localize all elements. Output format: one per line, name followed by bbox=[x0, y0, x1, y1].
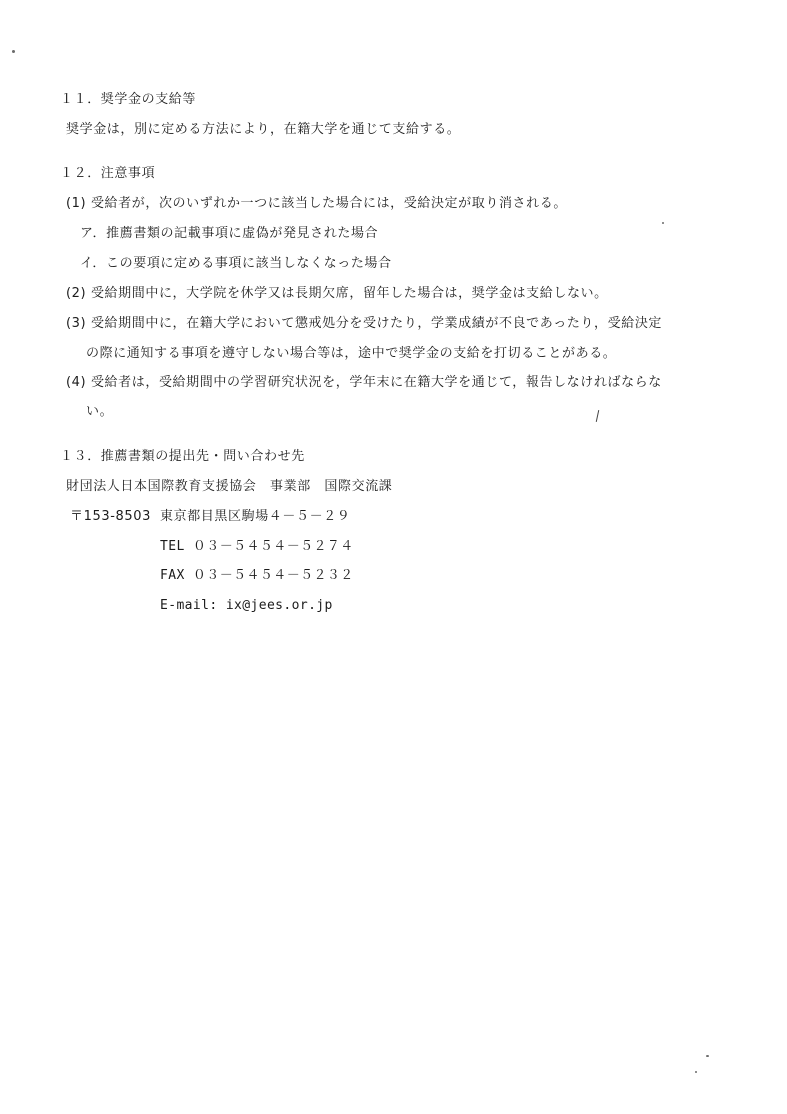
notice-item-1b: イ．この要項に定める事項に該当しなくなった場合 bbox=[80, 256, 392, 271]
contact-tel: TEL ０３－５４５４－５２７４ bbox=[160, 539, 354, 554]
section-12-heading: １２．注意事項 bbox=[60, 166, 156, 181]
notice-item-1a: ア．推薦書類の記載事項に虚偽が発見された場合 bbox=[80, 226, 379, 241]
scan-pen-mark bbox=[596, 410, 599, 422]
scan-speck bbox=[662, 222, 664, 224]
contact-postal-code: 〒153-8503 bbox=[70, 509, 151, 524]
notice-item-3-line-1: (3) 受給期間中に，在籍大学において懲戒処分を受けたり，学業成績が不良であったり，受給決定 bbox=[66, 316, 663, 331]
notice-item-4-line-2: い。 bbox=[86, 404, 114, 419]
section-13-heading: １３．推薦書類の提出先・問い合わせ先 bbox=[60, 449, 305, 464]
contact-address: 東京都目黒区駒場４－５－２９ bbox=[160, 509, 351, 524]
scan-speck bbox=[706, 1055, 709, 1057]
contact-organization: 財団法人日本国際教育支援協会 事業部 国際交流課 bbox=[66, 479, 393, 494]
section-11-body: 奨学金は，別に定める方法により，在籍大学を通じて支給する。 bbox=[66, 122, 461, 137]
scan-speck bbox=[695, 1071, 697, 1073]
notice-item-3-line-2: の際に通知する事項を遵守しない場合等は，途中で奨学金の支給を打切ることがある。 bbox=[86, 346, 617, 361]
section-11-heading: １１．奨学金の支給等 bbox=[60, 92, 197, 107]
notice-item-2: (2) 受給期間中に，大学院を休学又は長期欠席，留年した場合は，奨学金は支給しない。 bbox=[66, 286, 608, 301]
contact-fax: FAX ０３－５４５４－５２３２ bbox=[160, 568, 354, 583]
notice-item-1: (1) 受給者が，次のいずれか一つに該当した場合には，受給決定が取り消される。 bbox=[66, 196, 567, 211]
contact-email: E-mail: ix@jees.or.jp bbox=[160, 598, 333, 613]
scan-speck bbox=[12, 50, 15, 53]
notice-item-4-line-1: (4) 受給者は，受給期間中の学習研究状況を，学年末に在籍大学を通じて，報告しなければならな bbox=[66, 375, 662, 390]
